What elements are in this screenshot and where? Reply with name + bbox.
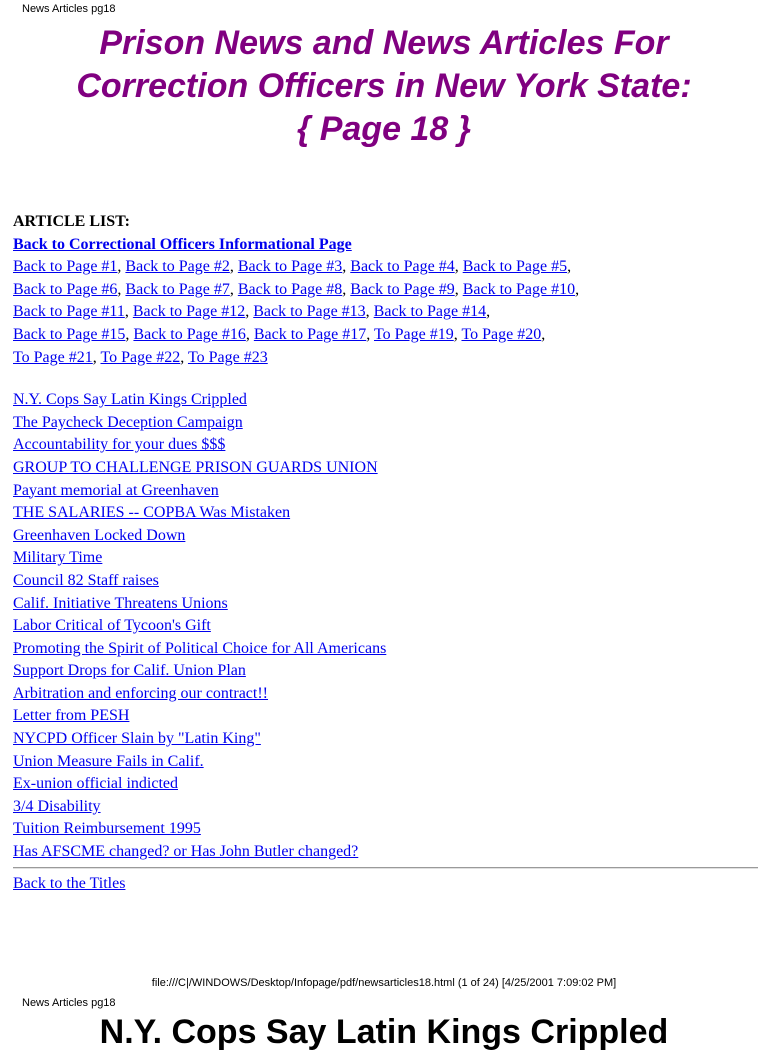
print-footer-path: file:///C|/WINDOWS/Desktop/Infopage/pdf/newsarticles18.html (1 of 24) [4/25/2001 7:09:02 PM]: [151, 977, 617, 989]
list-item: [13, 660, 758, 683]
list-item: [13, 638, 758, 661]
page-nav-link[interactable]: Back to Page #5: [462, 258, 568, 276]
article-list-section: [13, 211, 758, 895]
article-link[interactable]: Payant memorial at Greenhaven: [13, 481, 219, 499]
page-nav-link[interactable]: Back to Page #14: [373, 303, 487, 321]
page-title: [0, 22, 768, 151]
page-title-line-3: { Page 18 }: [297, 110, 471, 148]
next-page-running-header: News Articles pg18: [22, 997, 116, 1009]
article-link[interactable]: Ex-union official indicted: [13, 775, 178, 793]
article-link[interactable]: THE SALARIES -- COPBA Was Mistaken: [13, 504, 291, 522]
list-item: [13, 728, 758, 751]
article-link[interactable]: Tuition Reimbursement 1995: [13, 820, 201, 838]
page-nav-row: To Page #21, To Page #22, To Page #23: [13, 348, 268, 366]
list-item: [13, 593, 758, 616]
list-item: [13, 525, 758, 548]
article-link[interactable]: The Paycheck Deception Campaign: [13, 413, 243, 431]
list-item: [13, 434, 758, 457]
page-nav-link[interactable]: To Page #19: [373, 325, 454, 343]
page-nav-link[interactable]: Back to Page #4: [350, 258, 455, 276]
next-page-article-title: N.Y. Cops Say Latin Kings Crippled: [99, 1013, 669, 1051]
page-nav-link[interactable]: To Page #21: [13, 348, 93, 366]
article-link[interactable]: NYCPD Officer Slain by "Latin King": [13, 730, 261, 748]
page-nav-row: Back to Page #11, Back to Page #12, Back to Page #13, Back to Page #14,: [13, 303, 491, 321]
article-links-list: [13, 389, 758, 863]
list-item: [13, 389, 758, 412]
list-item: [13, 570, 758, 593]
list-item: [13, 502, 758, 525]
page-nav-link[interactable]: Back to Page #15: [13, 325, 126, 343]
page-nav-link[interactable]: Back to Page #16: [133, 325, 246, 343]
page-nav-link[interactable]: Back to Page #1: [13, 258, 118, 276]
list-item: [13, 841, 758, 864]
page-nav-link[interactable]: Back to Page #6: [13, 280, 118, 298]
page-nav-row: Back to Page #1, Back to Page #2, Back to Page #3, Back to Page #4, Back to Page #5,: [13, 258, 572, 276]
page-title-line-2: Correction Officers in New York State:: [76, 67, 692, 105]
list-item: [13, 683, 758, 706]
article-link[interactable]: Military Time: [13, 549, 103, 567]
article-link[interactable]: Union Measure Fails in Calif.: [13, 752, 204, 770]
article-list-heading: ARTICLE LIST:: [13, 213, 130, 230]
list-item: [13, 751, 758, 774]
page-nav-link[interactable]: Back to Page #11: [13, 303, 125, 321]
page-nav-link[interactable]: Back to Page #17: [253, 325, 367, 343]
article-link[interactable]: N.Y. Cops Say Latin Kings Crippled: [13, 391, 247, 409]
article-link[interactable]: Letter from PESH: [13, 707, 130, 725]
page-nav-link[interactable]: Back to Page #7: [125, 280, 230, 298]
article-link[interactable]: Promoting the Spirit of Political Choice for All Americans: [13, 639, 387, 657]
list-item: [13, 705, 758, 728]
page-nav-link[interactable]: Back to Page #3: [237, 258, 343, 276]
article-link[interactable]: Has AFSCME changed? or Has John Butler changed?: [13, 843, 359, 861]
informational-page-link[interactable]: Back to Correctional Officers Informational Page: [13, 235, 352, 253]
article-link[interactable]: Council 82 Staff raises: [13, 571, 159, 589]
article-link[interactable]: Accountability for your dues $$$: [13, 436, 226, 454]
page-nav-link[interactable]: To Page #23: [187, 348, 268, 366]
page-running-header: News Articles pg18: [22, 3, 116, 15]
page-nav-link[interactable]: To Page #20: [461, 325, 542, 343]
page-nav-link[interactable]: Back to Page #8: [237, 280, 343, 298]
article-link[interactable]: Greenhaven Locked Down: [13, 526, 186, 544]
article-link[interactable]: Labor Critical of Tycoon's Gift: [13, 617, 211, 635]
page-nav-row: Back to Page #15, Back to Page #16, Back to Page #17, To Page #19, To Page #20,: [13, 325, 546, 343]
list-item: [13, 457, 758, 480]
spacer: [13, 369, 758, 389]
list-item: [13, 547, 758, 570]
page-nav-link[interactable]: Back to Page #9: [350, 280, 455, 298]
article-link[interactable]: Arbitration and enforcing our contract!!: [13, 684, 269, 702]
list-item: [13, 412, 758, 435]
article-link[interactable]: Support Drops for Calif. Union Plan: [13, 662, 246, 680]
page-nav-link[interactable]: Back to Page #10: [462, 280, 576, 298]
list-item: [13, 480, 758, 503]
article-link[interactable]: Calif. Initiative Threatens Unions: [13, 594, 228, 612]
page-title-line-1: Prison News and News Articles For: [99, 24, 669, 62]
list-item: [13, 773, 758, 796]
page-nav-link[interactable]: To Page #22: [100, 348, 181, 366]
page-nav-link[interactable]: Back to Page #13: [253, 303, 366, 321]
page-nav-link[interactable]: Back to Page #12: [132, 303, 246, 321]
page-nav-link[interactable]: Back to Page #2: [125, 258, 230, 276]
article-link[interactable]: 3/4 Disability: [13, 797, 101, 815]
article-link[interactable]: GROUP TO CHALLENGE PRISON GUARDS UNION: [13, 458, 378, 476]
list-item: [13, 818, 758, 841]
page-navigation: [13, 256, 758, 369]
divider: [13, 867, 758, 869]
list-item: [13, 796, 758, 819]
page-nav-row: Back to Page #6, Back to Page #7, Back to Page #8, Back to Page #9, Back to Page #10,: [13, 280, 580, 298]
list-item: [13, 615, 758, 638]
back-to-titles-link[interactable]: Back to the Titles: [13, 874, 126, 892]
